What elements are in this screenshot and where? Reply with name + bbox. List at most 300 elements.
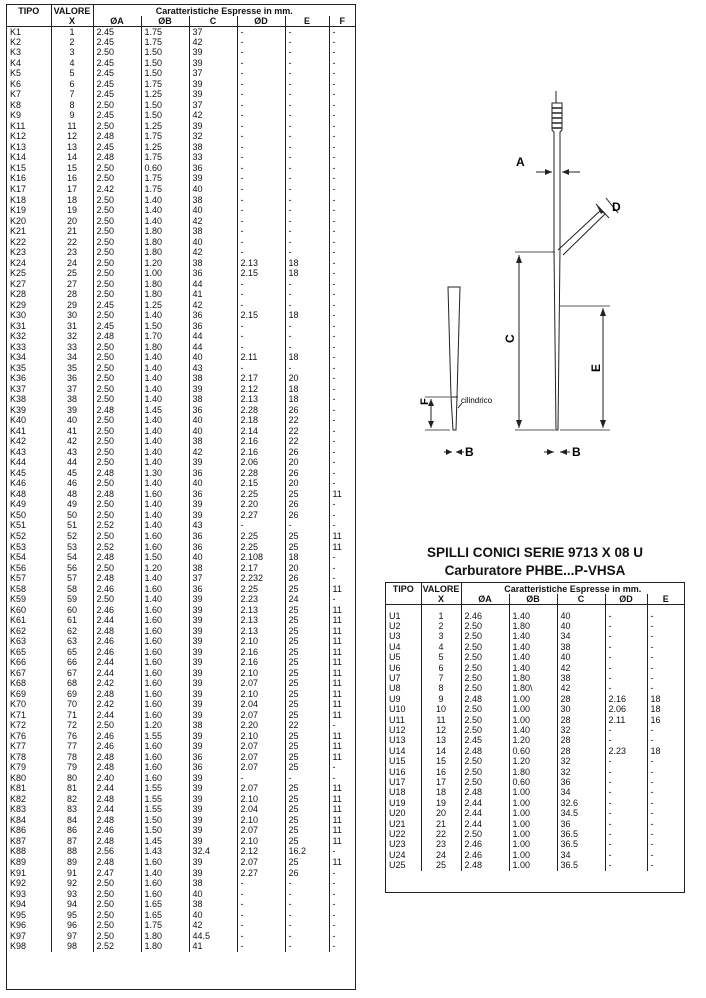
label-f: F xyxy=(419,398,431,405)
table-cell: 1.60 xyxy=(141,773,189,784)
table-cell: K40 xyxy=(7,416,51,427)
table-cell: 22 xyxy=(421,829,461,839)
table-cell: K30 xyxy=(7,310,51,321)
table-cell: - xyxy=(605,736,647,746)
table-cell: - xyxy=(332,552,336,563)
table-cell: 2.47 xyxy=(93,868,141,879)
table-cell: 2.44 xyxy=(93,615,141,626)
table-cell: - xyxy=(285,195,329,206)
header-valore-2: VALORE xyxy=(422,583,460,594)
table-cell: 2.48 xyxy=(93,836,141,847)
table-cell: 33 xyxy=(189,153,237,164)
table-cell: 38 xyxy=(557,642,605,652)
table-cell: 1.20 xyxy=(141,721,189,732)
table-cell: 2.07 xyxy=(237,678,285,689)
table-cell: 1.80 xyxy=(141,289,189,300)
table-cell: - xyxy=(285,205,329,216)
table-cell: 98 xyxy=(51,941,93,952)
table-cell: 1.25 xyxy=(141,142,189,153)
table-cell: 2.15 xyxy=(237,310,285,321)
table-cell: 32.6 xyxy=(557,798,605,808)
table-cell: U10 xyxy=(386,705,421,715)
table-cell: 40 xyxy=(189,416,237,427)
table-cell: 2.50 xyxy=(93,920,141,931)
table-cell: 2.11 xyxy=(605,715,647,725)
table-cell: U21 xyxy=(386,819,421,829)
table-cell: 11 xyxy=(332,815,342,825)
table-row xyxy=(386,840,684,850)
table-cell: 39 xyxy=(189,500,237,511)
table-cell: 38 xyxy=(189,878,237,889)
table-cell: - xyxy=(285,69,329,80)
table-cell: - xyxy=(650,808,654,819)
table-cell: U24 xyxy=(386,850,421,860)
table-cell: K41 xyxy=(7,426,51,437)
table-row xyxy=(386,850,684,860)
table-cell: 1.40 xyxy=(141,458,189,469)
table-cell: 12 xyxy=(421,725,461,735)
table-cell: 38 xyxy=(189,721,237,732)
table-cell: 2.50 xyxy=(93,931,141,942)
table-cell: 18 xyxy=(285,258,329,269)
table-cell: 38 xyxy=(189,258,237,269)
table-cell: 15 xyxy=(51,163,93,174)
table-cell: 2.07 xyxy=(237,826,285,837)
table-cell: 2.50 xyxy=(93,121,141,132)
table-cell: 11 xyxy=(332,531,342,541)
table-cell: 2.46 xyxy=(93,742,141,753)
table-cell: K76 xyxy=(7,731,51,742)
table-cell: 16.2 xyxy=(285,847,329,858)
table-cell: - xyxy=(650,611,654,621)
table-cell: 40 xyxy=(557,611,605,621)
table-cell: - xyxy=(650,860,654,871)
table-cell: 36 xyxy=(189,542,237,553)
table-cell: - xyxy=(650,766,654,777)
table-cell: 24 xyxy=(51,258,93,269)
table-cell: 1.40 xyxy=(141,594,189,605)
table-cell: 1.50 xyxy=(141,321,189,332)
table-cell: 2.50 xyxy=(93,342,141,353)
table-cell: 2.50 xyxy=(461,705,509,715)
table-cell: 38 xyxy=(189,195,237,206)
table-cell: 1.00 xyxy=(141,268,189,279)
table-cell: - xyxy=(332,310,336,321)
table-cell: 49 xyxy=(51,500,93,511)
table-cell: 5 xyxy=(421,653,461,663)
table-cell: 2.17 xyxy=(237,374,285,385)
table-cell: K91 xyxy=(7,868,51,879)
table-cell: 95 xyxy=(51,910,93,921)
table-cell: 1.40 xyxy=(141,205,189,216)
table-cell: 36 xyxy=(51,374,93,385)
table-cell: 2.20 xyxy=(237,721,285,732)
table-cell: U3 xyxy=(386,632,421,642)
table-cell: 1.50 xyxy=(141,815,189,826)
table-cell: K59 xyxy=(7,594,51,605)
table-cell: 11 xyxy=(332,657,342,668)
table-cell: - xyxy=(650,849,654,860)
table-cell: 1.60 xyxy=(141,678,189,689)
table-cell: 2.50 xyxy=(93,174,141,185)
table-cell: K12 xyxy=(7,132,51,143)
table-cell: 39 xyxy=(189,857,237,868)
table-cell: - xyxy=(332,405,336,415)
table-cell: 40 xyxy=(189,479,237,490)
table-cell: 2.45 xyxy=(93,69,141,80)
table-cell: 2.48 xyxy=(461,746,509,756)
table-cell: 66 xyxy=(51,657,93,668)
table-cell: K66 xyxy=(7,657,51,668)
table-cell: 11 xyxy=(332,699,342,710)
table-cell: 33 xyxy=(51,342,93,353)
table-cell: - xyxy=(237,100,285,111)
table-cell: 18 xyxy=(650,694,661,704)
table-cell: 2.10 xyxy=(237,668,285,679)
table-cell: 25 xyxy=(285,731,329,742)
table-cell: 37 xyxy=(51,384,93,395)
table-cell: 2.48 xyxy=(93,815,141,826)
table-cell: - xyxy=(285,163,329,174)
table-cell: - xyxy=(285,153,329,164)
second-title-line2: Carburatore PHBE...P-VHSA xyxy=(444,563,626,578)
table-cell: 2.45 xyxy=(93,90,141,101)
table-cell: 2.50 xyxy=(93,500,141,511)
table-cell: 1.00 xyxy=(509,840,557,850)
table-cell: 39 xyxy=(189,594,237,605)
table-cell: 2.16 xyxy=(237,437,285,448)
table-cell: 1.30 xyxy=(141,468,189,479)
table-cell: - xyxy=(285,363,329,374)
table-cell: 1.55 xyxy=(141,805,189,816)
table-cell: K1 xyxy=(7,27,51,38)
table-cell: 39 xyxy=(189,636,237,647)
table-cell: 39 xyxy=(189,868,237,879)
table-cell: 11 xyxy=(332,604,342,615)
table-cell: U19 xyxy=(386,798,421,808)
header-e: E xyxy=(285,16,329,27)
table-cell: 1.75 xyxy=(141,79,189,90)
label-cilindrico: cilindrico xyxy=(461,396,493,405)
table-cell: - xyxy=(237,184,285,195)
table-cell: 2.23 xyxy=(605,746,647,756)
table-cell: - xyxy=(332,226,336,237)
table-cell: - xyxy=(237,300,285,311)
table-row xyxy=(386,829,684,839)
table-cell: 42 xyxy=(51,437,93,448)
table-cell: - xyxy=(332,846,336,857)
second-title-line1: SPILLI CONICI SERIE 9713 X 08 U xyxy=(426,545,644,560)
table-cell: K82 xyxy=(7,794,51,805)
table-cell: - xyxy=(332,499,336,510)
table-cell: 40 xyxy=(189,910,237,921)
table-cell: 25 xyxy=(285,489,329,500)
table-cell: 2.44 xyxy=(461,819,509,829)
table-cell: U15 xyxy=(386,756,421,766)
table-cell: 2.16 xyxy=(237,647,285,658)
table-cell: - xyxy=(332,26,336,37)
table-cell: 2.50 xyxy=(93,510,141,521)
table-cell: 48 xyxy=(51,489,93,500)
table-cell: 44.5 xyxy=(189,931,237,942)
table-cell: - xyxy=(237,773,285,784)
table-cell: 15 xyxy=(421,756,461,766)
table-cell: 89 xyxy=(51,857,93,868)
table-cell: 39 xyxy=(189,510,237,521)
table-cell: 42 xyxy=(189,37,237,48)
table-cell: - xyxy=(285,226,329,237)
table-cell: K36 xyxy=(7,374,51,385)
table-cell: K79 xyxy=(7,763,51,774)
table-cell: 18 xyxy=(285,552,329,563)
table-cell: K84 xyxy=(7,815,51,826)
table-cell: 39 xyxy=(189,647,237,658)
table-cell: 13 xyxy=(51,142,93,153)
table-cell: K25 xyxy=(7,268,51,279)
table-cell: 36 xyxy=(189,405,237,416)
table-cell: 38 xyxy=(557,673,605,683)
table-cell: K78 xyxy=(7,752,51,763)
table-cell: 2.45 xyxy=(93,300,141,311)
table-cell: - xyxy=(237,289,285,300)
table-cell: 2.10 xyxy=(237,794,285,805)
table-cell: 2.50 xyxy=(461,829,509,839)
table-cell: 23 xyxy=(51,247,93,258)
table-cell: 1.80 xyxy=(141,931,189,942)
table-cell: 1.40 xyxy=(509,642,557,652)
table-cell: 2.50 xyxy=(93,352,141,363)
table-cell: - xyxy=(237,90,285,101)
table-row xyxy=(386,673,684,683)
table-cell: K72 xyxy=(7,721,51,732)
table-cell: 2.07 xyxy=(237,784,285,795)
table-cell: - xyxy=(285,174,329,185)
table-cell: 25 xyxy=(285,636,329,647)
table-cell: 23 xyxy=(421,840,461,850)
table-cell: K16 xyxy=(7,174,51,185)
table-cell: 37 xyxy=(189,100,237,111)
table-cell: - xyxy=(332,878,336,889)
table-cell: 1.80 xyxy=(141,237,189,248)
table-row xyxy=(386,715,684,725)
table-cell: 38 xyxy=(189,374,237,385)
table-cell: 39 xyxy=(189,836,237,847)
table-cell: 39 xyxy=(189,700,237,711)
table-cell: - xyxy=(332,415,336,426)
table-cell: 2.48 xyxy=(93,468,141,479)
table-cell: 39 xyxy=(189,174,237,185)
table-cell: K86 xyxy=(7,826,51,837)
table-cell: K61 xyxy=(7,615,51,626)
table-cell: - xyxy=(285,247,329,258)
table-cell: 2.46 xyxy=(93,731,141,742)
table-row xyxy=(386,736,684,746)
table-cell: 1.25 xyxy=(141,300,189,311)
table-cell: 0.60 xyxy=(141,163,189,174)
table-cell: 26 xyxy=(285,510,329,521)
table-cell: 39 xyxy=(189,626,237,637)
table-cell: 2.50 xyxy=(93,889,141,900)
table-cell: 2.50 xyxy=(461,653,509,663)
table-row xyxy=(386,621,684,631)
table-cell: 36 xyxy=(189,268,237,279)
table-row xyxy=(386,694,684,704)
table-cell: 22 xyxy=(285,721,329,732)
table-cell: 16 xyxy=(650,714,661,725)
table-cell: - xyxy=(650,777,654,787)
header-x: X xyxy=(51,16,93,27)
table-cell: 2.48 xyxy=(93,857,141,868)
table-cell: 1.20 xyxy=(509,736,557,746)
table-cell: 2.50 xyxy=(93,384,141,395)
table-cell: 8 xyxy=(421,684,461,694)
table-cell: 2.45 xyxy=(461,736,509,746)
table-cell: 68 xyxy=(51,678,93,689)
table-cell: - xyxy=(237,920,285,931)
table-cell: 1.60 xyxy=(141,857,189,868)
table-cell: K5 xyxy=(7,69,51,80)
table-cell: 2.50 xyxy=(93,426,141,437)
table-cell: - xyxy=(650,673,654,684)
table-cell: 37 xyxy=(189,27,237,38)
table-cell: 35 xyxy=(51,363,93,374)
table-cell: K69 xyxy=(7,689,51,700)
table-cell: 44 xyxy=(189,342,237,353)
table-cell: 2.52 xyxy=(93,941,141,952)
table-cell: K93 xyxy=(7,889,51,900)
table-cell: 1.00 xyxy=(509,798,557,808)
table-cell: 1.60 xyxy=(141,636,189,647)
table-cell: K88 xyxy=(7,847,51,858)
table-cell: - xyxy=(605,808,647,818)
table-cell: 1.60 xyxy=(141,700,189,711)
table-cell: 22 xyxy=(285,437,329,448)
table-cell: 43 xyxy=(189,521,237,532)
table-cell: - xyxy=(332,941,336,952)
table-cell: 2.17 xyxy=(237,563,285,574)
table-cell: 2.45 xyxy=(93,321,141,332)
table-cell: 52 xyxy=(51,531,93,542)
table-cell: - xyxy=(332,100,336,110)
table-cell: 2.42 xyxy=(93,700,141,711)
table-cell: 39 xyxy=(189,58,237,69)
table-cell: 2.50 xyxy=(93,48,141,59)
table-cell: 25 xyxy=(285,794,329,805)
table-cell: 36.5 xyxy=(557,829,605,839)
table-cell: 1.40 xyxy=(509,632,557,642)
table-cell: - xyxy=(285,121,329,132)
table-cell: 2 xyxy=(421,621,461,631)
table-cell: U9 xyxy=(386,694,421,704)
table-cell: 16 xyxy=(51,174,93,185)
table-cell: - xyxy=(285,941,329,952)
table-cell: 2.48 xyxy=(93,763,141,774)
table-cell: 39 xyxy=(189,805,237,816)
table-cell: 69 xyxy=(51,689,93,700)
table-cell: 53 xyxy=(51,542,93,553)
table-cell: - xyxy=(332,89,336,100)
table-cell: 2.15 xyxy=(237,479,285,490)
table-cell: 36 xyxy=(189,763,237,774)
table-cell: 1.60 xyxy=(141,878,189,889)
label-b-small: B xyxy=(465,445,474,459)
table-cell: 32 xyxy=(189,132,237,143)
table-cell: 20 xyxy=(285,479,329,490)
table-cell: 39 xyxy=(189,731,237,742)
table-cell: 1.65 xyxy=(141,910,189,921)
table-cell: 2.45 xyxy=(93,27,141,38)
table-cell: - xyxy=(332,909,336,920)
table-cell: - xyxy=(285,100,329,111)
table-cell: 39 xyxy=(189,794,237,805)
table-cell: 2.50 xyxy=(93,721,141,732)
table-cell: 38 xyxy=(189,563,237,574)
table-cell: 1.40 xyxy=(509,653,557,663)
table-cell: 88 xyxy=(51,847,93,858)
table-cell: 94 xyxy=(51,899,93,910)
table-cell: 6 xyxy=(51,79,93,90)
table-cell: - xyxy=(285,899,329,910)
table-cell: 2.50 xyxy=(93,563,141,574)
table-cell: 26 xyxy=(285,405,329,416)
table-cell: 1.75 xyxy=(141,27,189,38)
table-cell: - xyxy=(605,767,647,777)
table-cell: - xyxy=(285,90,329,101)
table-cell: - xyxy=(285,342,329,353)
table-row xyxy=(386,819,684,829)
table-cell: 18 xyxy=(285,395,329,406)
table-cell: 32.4 xyxy=(189,847,237,858)
table-cell: 25 xyxy=(421,860,461,870)
table-cell: 2.46 xyxy=(93,605,141,616)
table-cell: 2.48 xyxy=(93,552,141,563)
table-row xyxy=(386,808,684,818)
table-cell: 1.75 xyxy=(141,153,189,164)
table-cell: - xyxy=(237,48,285,59)
table-cell: - xyxy=(237,121,285,132)
table-cell: 39 xyxy=(189,79,237,90)
table-cell: 44 xyxy=(189,331,237,342)
table-cell: 18 xyxy=(285,384,329,395)
table-cell: K29 xyxy=(7,300,51,311)
table-cell: - xyxy=(650,642,654,652)
table-cell: 39 xyxy=(189,668,237,679)
table-cell: 1.60 xyxy=(141,605,189,616)
table-cell: 1 xyxy=(421,611,461,621)
table-cell: 28 xyxy=(51,289,93,300)
table-cell: - xyxy=(332,373,336,384)
table-cell: 1.00 xyxy=(509,860,557,870)
table-cell: 18 xyxy=(421,788,461,798)
table-cell: 22 xyxy=(285,416,329,427)
table-cell: 40 xyxy=(189,184,237,195)
table-cell: 60 xyxy=(51,605,93,616)
table-cell: 25 xyxy=(285,700,329,711)
table-cell: 65 xyxy=(51,647,93,658)
table-cell: 2.50 xyxy=(93,479,141,490)
table-cell: K77 xyxy=(7,742,51,753)
table-cell: 2.14 xyxy=(237,426,285,437)
table-cell: - xyxy=(237,111,285,122)
table-cell: 2.46 xyxy=(461,611,509,621)
table-cell: K45 xyxy=(7,468,51,479)
table-cell: 1.40 xyxy=(141,447,189,458)
table-cell: - xyxy=(332,289,336,300)
table-cell: U1 xyxy=(386,611,421,621)
table-cell: 1.40 xyxy=(141,416,189,427)
table-cell: K97 xyxy=(7,931,51,942)
table-cell: 70 xyxy=(51,700,93,711)
